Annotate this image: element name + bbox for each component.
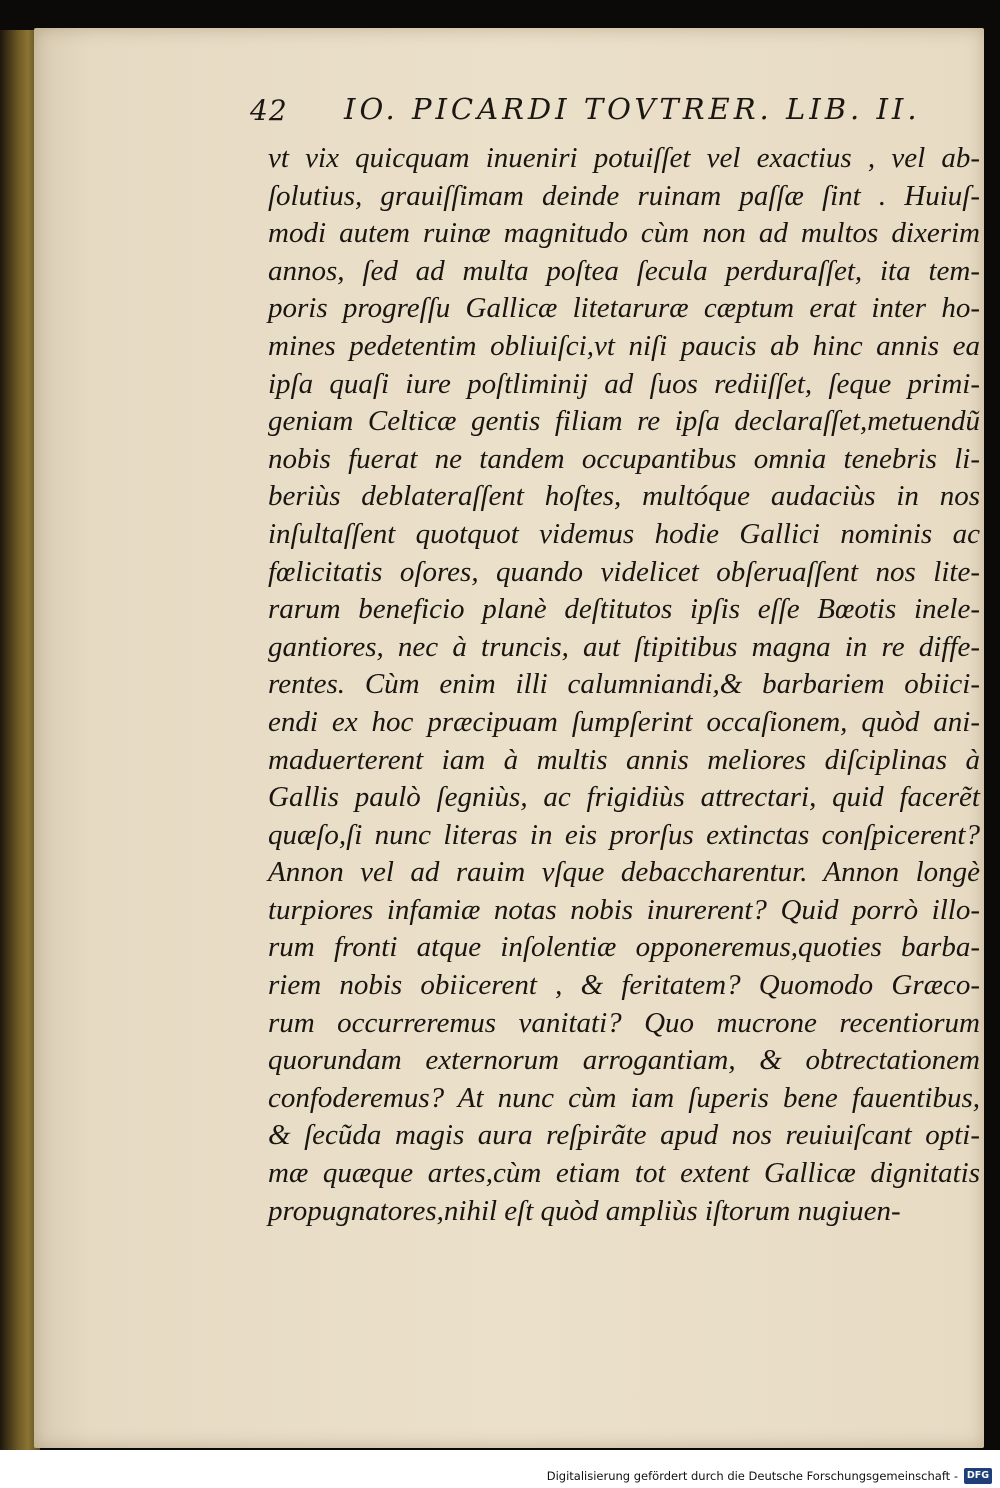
dfg-logo: DFG (964, 1468, 992, 1484)
text-line: gantiores, nec à truncis, aut ſtipitibus magna in re diffe- (268, 630, 980, 663)
text-line: rentes. Cùm enim illi calumniandi,& barbariem obiici- (268, 668, 980, 701)
text-line: fœlicitatis oſores, quando videlicet obſeruaſſent nos lite- (268, 555, 980, 588)
text-line: ipſa quaſi iure poſtliminij ad ſuos rediiſſet, ſeque primi- (268, 367, 980, 400)
text-line: rarum beneficio planè deſtitutos ipſis eſſe Bœotis inele- (268, 593, 980, 626)
text-line: beriùs deblateraſſent hoſtes, multóque audaciùs in nos (268, 480, 980, 513)
text-line: Annon vel ad rauim vſque debaccharentur. Annon longè (268, 856, 980, 889)
footer-bar (0, 1450, 1000, 1488)
text-line: poris progreſſu Gallicæ litetaruræ cæptum erat inter ho- (268, 292, 980, 325)
text-line: rum fronti atque inſolentiæ opponeremus,quoties barba- (268, 931, 980, 964)
body-text (268, 140, 980, 1230)
text-line: rum occurreremus vanitati? Quo mucrone recentiorum (268, 1006, 980, 1039)
text-line: modi autem ruinæ magnitudo cùm non ad multos dixerim (268, 217, 980, 250)
text-line: Gallis paulò ſegniùs, ac frigidiùs attrectari, quid facerẽt (268, 781, 980, 814)
text-line: endi ex hoc præcipuam ſumpſerint occaſionem, quòd ani- (268, 705, 980, 738)
text-line: nobis fuerat ne tandem occupantibus omnia tenebris li- (268, 442, 980, 475)
text-line: annos, ſed ad multa poſtea ſecula perduraſſet, ita tem- (268, 254, 980, 287)
text-line: confoderemus? At nunc cùm iam ſuperis bene fauentibus, (268, 1081, 980, 1114)
funding-credit: Digitalisierung gefördert durch die Deutsche Forschungsgemeinschaft - (546, 1469, 958, 1483)
running-header (250, 90, 930, 130)
text-line: turpiores infamiæ notas nobis inurerent? Quid porrò illo- (268, 893, 980, 926)
text-line: mæ quæque artes,cùm etiam tot extent Gallicæ dignitatis (268, 1157, 980, 1190)
text-line: geniam Celticæ gentis filiam re ipſa declaraſſet,metuendũ (268, 405, 980, 438)
text-line: propugnatores,nihil eſt quòd ampliùs iſtorum nugiuen- (268, 1194, 901, 1227)
text-line: inſultaſſent quotquot videmus hodie Gallici nominis ac (268, 517, 980, 550)
text-line: maduerterent iam à multis annis meliores diſciplinas à (268, 743, 980, 776)
text-line: quæſo,ſi nunc literas in eis prorſus extinctas conſpicerent? (268, 818, 980, 851)
text-line: ſolutius, grauiſſimam deinde ruinam paſſæ ſint . Huiuſ- (268, 179, 980, 212)
page-number: 42 (250, 94, 288, 127)
text-line: & ſecũda magis aura reſpirãte apud nos reuiuiſcant opti- (268, 1119, 980, 1152)
text-line: riem nobis obiicerent , & feritatem? Quomodo Græco- (268, 969, 980, 1002)
text-line: quorundam externorum arrogantiam, & obtrectationem (268, 1044, 980, 1077)
text-line: mines pedetentim obliuiſci,vt niſi paucis ab hinc annis ea (268, 329, 980, 362)
text-line: vt vix quicquam inueniri potuiſſet vel exactius , vel ab- (268, 142, 980, 174)
running-title: IO. PICARDI TOVTRER. LIB. II. (344, 92, 921, 126)
